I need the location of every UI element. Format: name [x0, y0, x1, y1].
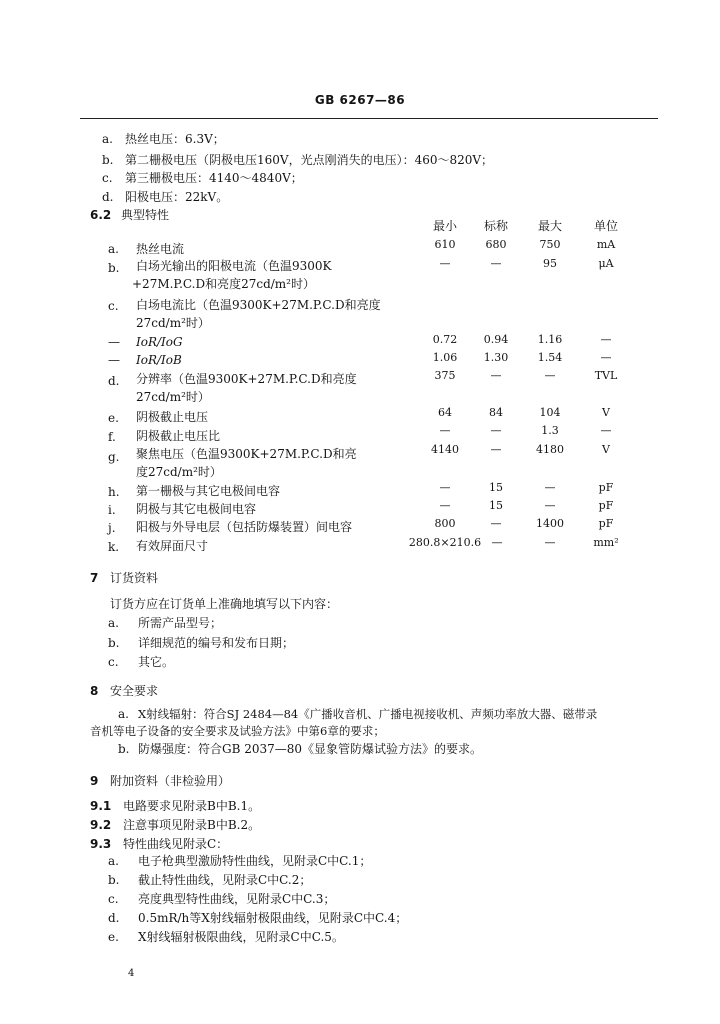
order-item-b-label: b. [108, 636, 120, 650]
char-row-h-max: — [544, 481, 556, 494]
char-row-c-text1: 白场电流比（色温9300K+27M.P.C.D和亮度 [136, 298, 381, 312]
char-row-g-unit: V [602, 443, 610, 456]
char-row-e-min: 64 [438, 406, 452, 419]
char-row-i-max: — [544, 499, 556, 512]
char-row-c-text2: 27cd/m²时） [136, 316, 210, 330]
char-row-g-text1: 聚焦电压（色温9300K+27M.P.C.D和亮 [136, 447, 357, 461]
char-row-f-unit: — [600, 424, 612, 437]
char-row-h-min: — [439, 481, 451, 494]
char-row-g-max: 4180 [536, 443, 564, 456]
char-row-c2-min: 1.06 [432, 351, 458, 364]
section-9-2-text: 注意事项见附录B中B.2。 [123, 818, 261, 832]
electrode-a-label: a. [102, 132, 113, 146]
section-9-1-text: 电路要求见附录B中B.1。 [123, 799, 261, 813]
char-row-a-max: 750 [539, 238, 561, 251]
curve-item-b-label: b. [108, 873, 120, 887]
char-row-c2-unit: — [600, 351, 612, 364]
char-row-b-unit: μA [598, 257, 614, 270]
electrode-c-label: c. [102, 171, 113, 185]
char-row-c1-text: IoR/IoG [136, 335, 183, 349]
section-9-number: 9 [90, 774, 99, 788]
char-row-e-label: e. [108, 411, 119, 425]
char-row-b-label: b. [108, 261, 120, 275]
section-7-intro: 订货方应在订货单上准确地填写以下内容： [110, 597, 339, 611]
col-nom-header: 标称 [483, 219, 508, 233]
char-row-i-min: — [439, 499, 451, 512]
safety-a-line2: 音机等电子设备的安全要求及试验方法》中第6章的要求； [90, 724, 385, 738]
page-header: GB 6267—86 [314, 93, 406, 107]
char-row-b-text2: +27M.P.C.D和亮度27cd/m²时） [132, 277, 315, 291]
section-9-title: 附加资料（非检验用） [110, 774, 231, 788]
page-number: 4 [128, 968, 135, 979]
char-row-j-max: 1400 [536, 517, 564, 530]
char-row-h-label: h. [108, 485, 120, 499]
char-row-i-nom: 15 [489, 499, 503, 512]
char-row-a-min: 610 [434, 238, 456, 251]
char-row-c2-nom: 1.30 [483, 351, 509, 364]
safety-b-text: 防爆强度：符合GB 2037—80《显象管防爆试验方法》的要求。 [138, 742, 483, 756]
order-item-c-label: c. [108, 655, 119, 669]
col-unit-header: 单位 [593, 219, 618, 233]
order-item-a-label: a. [108, 616, 119, 630]
char-row-j-min: 800 [434, 517, 456, 530]
char-row-k-max: — [544, 536, 556, 549]
electrode-b-text: 第二栅极电压（阴极电压160V，光点刚消失的电压）：460～820V； [125, 153, 494, 167]
safety-b-label: b. [118, 742, 130, 756]
header-rule [80, 118, 658, 119]
section-9-2-number: 9.2 [90, 818, 112, 832]
char-row-c-label: c. [108, 299, 119, 313]
curve-item-a-text: 电子枪典型激励特性曲线，见附录C中C.1； [138, 854, 372, 868]
order-item-c-text: 其它。 [138, 655, 175, 669]
char-row-k-min: 280.8×210.6 [408, 536, 482, 549]
curve-item-d-label: d. [108, 911, 120, 925]
char-row-d-unit: TVL [594, 369, 618, 382]
col-min-header: 最小 [432, 219, 457, 233]
curve-item-e-text: X射线辐射极限曲线，见附录C中C.5。 [138, 930, 344, 944]
char-row-c2-label: — [108, 353, 120, 367]
char-row-c1-unit: — [600, 333, 612, 346]
curve-item-a-label: a. [108, 854, 119, 868]
char-row-b-max: 95 [543, 257, 557, 270]
char-row-d-nom: — [490, 369, 502, 382]
char-row-h-nom: 15 [489, 481, 503, 494]
char-row-d-min: 375 [434, 369, 456, 382]
char-row-i-label: i. [108, 503, 116, 517]
curve-item-b-text: 截止特性曲线，见附录C中C.2； [138, 873, 312, 887]
char-row-h-unit: pF [598, 481, 614, 494]
char-row-e-unit: V [602, 406, 610, 419]
safety-a-label: a. [118, 707, 129, 721]
electrode-c-text: 第三栅极电压：4140～4840V； [125, 171, 303, 185]
section-8-title: 安全要求 [110, 684, 159, 698]
char-row-d-text2: 27cd/m²时） [136, 390, 210, 404]
section-7-number: 7 [90, 571, 99, 585]
order-item-a-text: 所需产品型号； [138, 616, 223, 630]
char-row-f-min: — [439, 424, 451, 437]
char-row-i-text: 阴极与其它电极间电容 [136, 502, 257, 516]
char-row-g-text2: 度27cd/m²时） [136, 465, 222, 479]
curve-item-e-label: e. [108, 930, 119, 944]
char-row-c1-min: 0.72 [432, 333, 458, 346]
electrode-d-text: 阳极电压：22kV。 [125, 190, 229, 204]
char-row-c1-max: 1.16 [537, 333, 563, 346]
char-row-i-unit: pF [598, 499, 614, 512]
char-row-k-label: k. [108, 540, 120, 554]
section-9-3-text: 特性曲线见附录C： [123, 837, 229, 851]
section-9-1-number: 9.1 [90, 799, 112, 813]
char-row-e-max: 104 [539, 406, 561, 419]
char-row-e-text: 阴极截止电压 [136, 410, 209, 424]
electrode-a-text: 热丝电压：6.3V； [125, 132, 225, 146]
electrode-b-label: b. [102, 153, 114, 167]
char-row-a-text: 热丝电流 [136, 242, 185, 256]
curve-item-c-label: c. [108, 892, 119, 906]
char-row-d-max: — [544, 369, 556, 382]
section-9-3-number: 9.3 [90, 837, 112, 851]
char-row-g-min: 4140 [431, 443, 459, 456]
char-row-c1-nom: 0.94 [483, 333, 509, 346]
section-6-2-number: 6.2 [90, 208, 112, 222]
char-row-j-unit: pF [598, 517, 614, 530]
char-row-f-label: f. [108, 430, 116, 444]
char-row-j-text: 阳极与外导电层（包括防爆装置）间电容 [136, 520, 353, 534]
char-row-f-nom: — [490, 424, 502, 437]
curve-item-c-text: 亮度典型特性曲线，见附录C中C.3； [138, 892, 336, 906]
char-row-k-text: 有效屏面尺寸 [136, 539, 209, 553]
char-row-e-nom: 84 [489, 406, 503, 419]
electrode-d-label: d. [102, 190, 114, 204]
char-row-b-min: — [439, 257, 451, 270]
char-row-b-text1: 白场光输出的阳极电流（色温9300K [136, 259, 332, 273]
char-row-c1-label: — [108, 335, 120, 349]
char-row-f-text: 阴极截止电压比 [136, 429, 221, 443]
safety-a-line1: X射线辐射：符合SJ 2484—84《广播收音机、广播电视接收机、声频功率放大器、磁带录 [138, 707, 598, 721]
char-row-a-label: a. [108, 242, 119, 256]
char-row-j-nom: — [490, 517, 502, 530]
section-6-2-title: 典型特性 [121, 208, 170, 222]
char-row-d-label: d. [108, 374, 120, 388]
section-7-title: 订货资料 [110, 571, 159, 585]
char-row-d-text1: 分辨率（色温9300K+27M.P.C.D和亮度 [136, 372, 357, 386]
char-row-g-label: g. [108, 450, 120, 464]
char-row-k-unit: mm² [593, 536, 619, 549]
char-row-h-text: 第一栅极与其它电极间电容 [136, 484, 281, 498]
curve-item-d-text: 0.5mR/h等X射线辐射极限曲线，见附录C中C.4； [138, 911, 408, 925]
char-row-k-nom: — [491, 536, 503, 549]
char-row-a-unit: mA [596, 238, 616, 251]
char-row-g-nom: — [490, 443, 502, 456]
section-8-number: 8 [90, 684, 99, 698]
char-row-c2-text: IoR/IoB [136, 353, 182, 367]
char-row-f-max: 1.3 [541, 424, 559, 437]
char-row-c2-max: 1.54 [537, 351, 563, 364]
col-max-header: 最大 [537, 219, 562, 233]
char-row-b-nom: — [490, 257, 502, 270]
char-row-a-nom: 680 [485, 238, 507, 251]
char-row-j-label: j. [108, 521, 116, 535]
order-item-b-text: 详细规范的编号和发布日期； [138, 636, 295, 650]
